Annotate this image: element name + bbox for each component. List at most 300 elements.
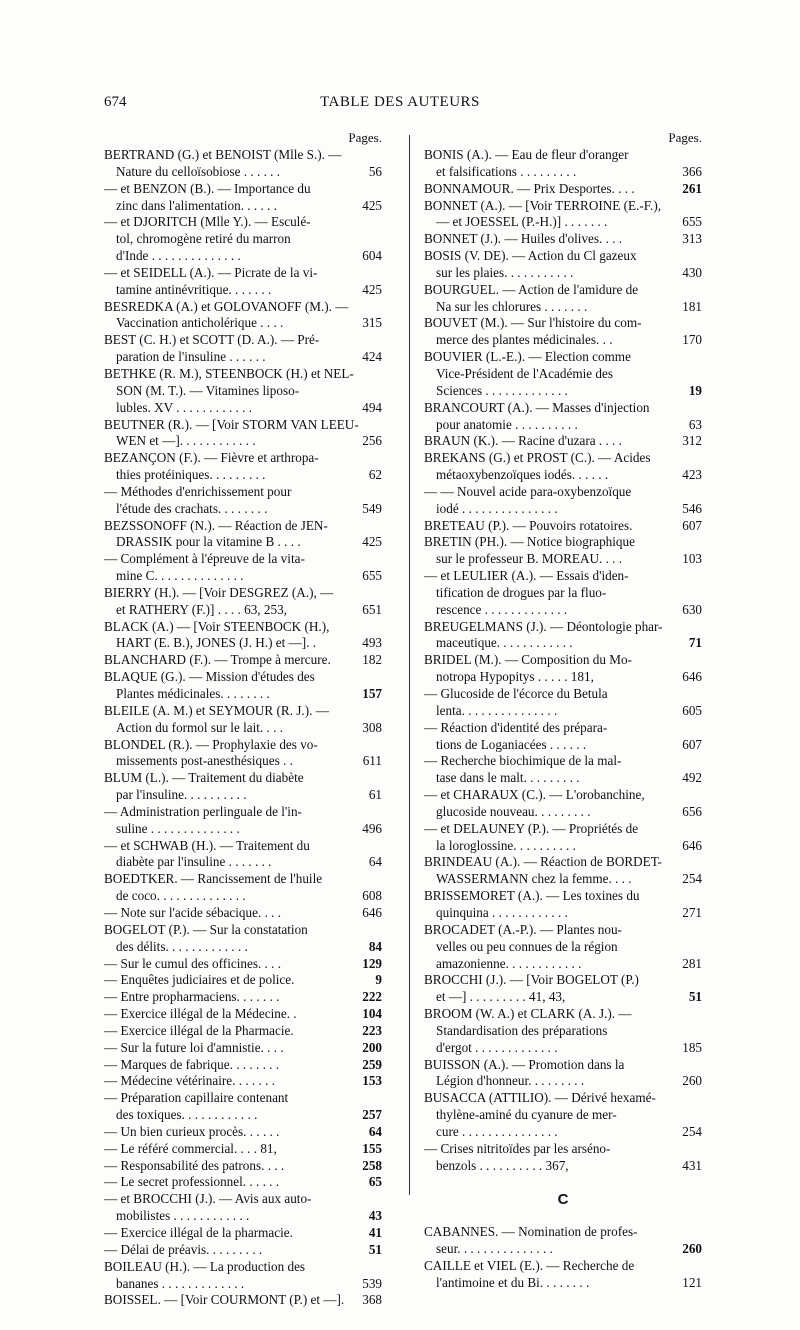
page-number: 674 — [104, 94, 127, 110]
index-line — [424, 568, 702, 585]
entry-text: tol, chromogène retiré du marron — [116, 231, 291, 247]
entry-text: BLACK (A.) — [Voir STEENBOCK (H.), — [104, 618, 330, 634]
page-ref: 425 — [362, 534, 382, 550]
page-ref: 546 — [682, 500, 702, 516]
index-line — [104, 1259, 382, 1276]
page-ref: 41 — [368, 1225, 382, 1240]
index-line — [424, 1073, 702, 1090]
entry-text: — Complément à l'épreuve de la vita- — [104, 551, 305, 567]
index-line — [424, 214, 702, 231]
index-line — [104, 1225, 382, 1242]
page-ref: 103 — [682, 551, 702, 567]
index-line — [424, 349, 702, 366]
page-ref: 254 — [682, 871, 702, 887]
entry-text: Vice-Président de l'Académie des — [436, 365, 613, 381]
index-line — [104, 1073, 382, 1090]
index-line — [104, 349, 382, 366]
right-column — [424, 130, 702, 1292]
page-ref: 84 — [368, 938, 382, 954]
page-ref: 494 — [362, 399, 382, 415]
left-column — [104, 130, 382, 1309]
page-ref: 607 — [682, 517, 702, 533]
entry-text: lubles. XV . . . . . . . . . . . . — [116, 399, 253, 415]
index-line — [424, 1040, 702, 1057]
entry-text: tase dans le malt. . . . . . . . . — [436, 770, 580, 786]
entry-text: maceutique. . . . . . . . . . . . — [436, 635, 573, 651]
page-ref: 608 — [362, 888, 382, 904]
page-ref: 222 — [362, 989, 382, 1005]
index-line — [104, 467, 382, 484]
index-line — [424, 821, 702, 838]
index-line — [104, 652, 382, 669]
entry-text: — Le référé commercial. . . . 81, — [104, 1140, 277, 1156]
index-line — [104, 568, 382, 585]
page-ref: 281 — [682, 955, 702, 971]
index-line — [104, 1006, 382, 1023]
entry-text: BRINDEAU (A.). — Réaction de BORDET- — [424, 854, 662, 870]
index-line — [104, 770, 382, 787]
index-line — [104, 248, 382, 265]
index-line — [104, 265, 382, 282]
entry-text: BIERRY (H.). — [Voir DESGREZ (A.), — — [104, 584, 334, 600]
column-divider — [409, 135, 410, 1195]
entry-text: et falsifications . . . . . . . . . — [436, 163, 577, 179]
entry-text: BROCADET (A.-P.). — Plantes nou- — [424, 921, 622, 937]
page-ref: 9 — [375, 972, 382, 988]
entry-text: — et BROCCHI (J.). — Avis aux auto- — [104, 1191, 312, 1207]
index-line — [424, 619, 702, 636]
page-ref: 368 — [362, 1292, 382, 1308]
index-line — [424, 669, 702, 686]
entry-text: — Enquêtes judiciaires et de police. — [104, 972, 295, 988]
page-ref: 153 — [362, 1073, 382, 1089]
index-line — [424, 888, 702, 905]
entry-text: Plantes médicinales. . . . . . . . — [116, 686, 270, 701]
entry-text: BEZANÇON (F.). — Fièvre et arthropa- — [104, 450, 319, 466]
entry-text: WEN et —]. . . . . . . . . . . . — [116, 433, 256, 449]
page-ref: 496 — [362, 820, 382, 836]
page-ref: 157 — [362, 686, 382, 701]
page-ref: 254 — [682, 1123, 702, 1139]
page-ref: 181 — [682, 298, 702, 314]
index-line — [104, 669, 382, 686]
entry-text: — Responsabilité des patrons. . . . — [104, 1157, 285, 1173]
entry-text: BRETIN (PH.). — Notice biographique — [424, 534, 635, 550]
index-line — [424, 652, 702, 669]
index-line — [424, 484, 702, 501]
page-ref: 259 — [362, 1056, 382, 1072]
page-ref: 607 — [682, 736, 702, 752]
entry-text: BRAUN (K.). — Racine d'uzara . . . . — [424, 433, 622, 449]
entry-text: des toxiques. . . . . . . . . . . . — [116, 1107, 258, 1123]
index-line — [424, 838, 702, 855]
pages-column-heading: Pages. — [348, 130, 382, 145]
index-line — [424, 332, 702, 349]
page-ref: 366 — [682, 163, 702, 179]
index-line — [104, 737, 382, 754]
index-line — [424, 854, 702, 871]
index-line — [424, 299, 702, 316]
index-line — [104, 501, 382, 518]
index-line — [104, 417, 382, 434]
index-line — [424, 905, 702, 922]
index-line — [424, 1224, 702, 1241]
entry-text: BONNAMOUR. — Prix Desportes. . . . — [424, 180, 635, 196]
page-ref: 313 — [682, 231, 702, 247]
entry-text: BUSACCA (ATTILIO). — Dérivé hexamé- — [424, 1090, 656, 1106]
entry-text: BOILEAU (H.). — La production des — [104, 1258, 306, 1274]
entry-text: — Recherche biochimique de la mal- — [424, 753, 622, 769]
index-line — [424, 282, 702, 299]
index-line — [104, 332, 382, 349]
index-line — [424, 1107, 702, 1124]
entry-text: seur. . . . . . . . . . . . . . . — [436, 1241, 553, 1257]
entry-text: DRASSIK pour la vitamine B . . . . — [116, 534, 301, 550]
entry-text: BLEILE (A. M.) et SEYMOUR (R. J.). — — [104, 702, 329, 718]
index-line — [104, 198, 382, 215]
index-line — [424, 198, 702, 215]
index-line — [104, 635, 382, 652]
entry-text: — et CHARAUX (C.). — L'orobanchine, — [424, 787, 645, 803]
index-line — [104, 518, 382, 535]
page-ref: 104 — [362, 1006, 382, 1022]
index-line — [424, 467, 702, 484]
entry-text: métaoxybenzoïques iodés. . . . . . — [436, 467, 609, 483]
entry-text: — Exercice illégal de la Pharmacie. — [104, 1022, 294, 1038]
entry-text: — Le secret professionnel. . . . . . — [104, 1174, 280, 1190]
index-line — [104, 939, 382, 956]
page-ref: 646 — [682, 669, 702, 685]
page-header — [104, 94, 696, 118]
index-line — [104, 1242, 382, 1259]
index-line — [104, 147, 382, 164]
index-line — [104, 1276, 382, 1293]
entry-text: BESREDKA (A.) et GOLOVANOFF (M.). — — [104, 298, 349, 314]
entry-text: merce des plantes médicinales. . . — [436, 332, 613, 348]
index-line — [424, 450, 702, 467]
entry-text: Nature du celloïsobiose . . . . . . — [116, 163, 281, 179]
index-line — [424, 181, 702, 198]
pages-column-heading: Pages. — [668, 130, 702, 145]
index-entries-right — [424, 147, 702, 1174]
index-line — [424, 1258, 702, 1275]
entry-text: BREKANS (G.) et PROST (C.). — Acides — [424, 450, 651, 466]
index-line — [104, 686, 382, 703]
entry-text: et RATHERY (F.)] . . . . 63, 253, — [116, 601, 287, 617]
page-ref: 63 — [688, 416, 702, 432]
entry-text: — et BENZON (B.). — Importance du — [104, 180, 311, 196]
index-line — [104, 1208, 382, 1225]
page-ref: 425 — [362, 281, 382, 297]
page-ref: 258 — [362, 1157, 382, 1173]
entry-text: CAILLE et VIEL (E.). — Recherche de — [424, 1258, 635, 1274]
entry-text: — — Nouvel acide para-oxybenzoïque — [424, 483, 632, 499]
entry-text: des délits. . . . . . . . . . . . . — [116, 938, 248, 954]
index-line — [424, 518, 702, 535]
page-ref: 261 — [682, 180, 702, 196]
entry-text: tamine antinévritique. . . . . . . — [116, 281, 272, 297]
index-line — [104, 989, 382, 1006]
entry-text: velles ou peu connues de la région — [436, 938, 618, 954]
index-line — [104, 972, 382, 989]
entry-text: — Exercice illégal de la Médecine. . — [104, 1006, 297, 1022]
index-line — [424, 804, 702, 821]
index-line — [104, 1040, 382, 1057]
entry-text: — Préparation capillaire contenant — [104, 1090, 289, 1106]
index-line — [424, 315, 702, 332]
index-line — [424, 972, 702, 989]
index-line — [424, 956, 702, 973]
page-ref: 312 — [682, 433, 702, 449]
entry-text: BROCCHI (J.). — [Voir BOGELOT (P.) — [424, 972, 639, 988]
index-line — [104, 1292, 382, 1309]
index-line — [104, 551, 382, 568]
entry-text: iodé . . . . . . . . . . . . . . . — [436, 500, 558, 516]
page-ref: 431 — [682, 1157, 702, 1173]
index-line — [424, 737, 702, 754]
entry-text: HART (E. B.), JONES (J. H.) et —]. . — [116, 635, 317, 651]
index-line — [424, 248, 702, 265]
index-line — [424, 753, 702, 770]
entry-text: BETHKE (R. M.), STEENBOCK (H.) et NEL- — [104, 365, 354, 381]
entry-text: — et JOESSEL (P.-H.)] . . . . . . . — [436, 214, 608, 230]
index-line — [424, 1124, 702, 1141]
page-ref: 64 — [368, 1123, 382, 1139]
page-ref: 605 — [682, 702, 702, 718]
entry-text: BROOM (W. A.) et CLARK (A. J.). — — [424, 1006, 632, 1022]
entry-text: BONNET (A.). — [Voir TERROINE (E.-F.), — [424, 197, 662, 213]
entry-text: lenta. . . . . . . . . . . . . . . — [436, 702, 558, 718]
page-ref: 611 — [362, 753, 382, 769]
page-ref: 71 — [688, 635, 702, 651]
entry-text: CABANNES. — Nomination de profes- — [424, 1224, 638, 1240]
index-line — [104, 602, 382, 619]
page-ref: 223 — [362, 1022, 382, 1038]
entry-text: de coco. . . . . . . . . . . . . . — [116, 888, 246, 904]
entry-text: BONNET (J.). — Huiles d'olives. . . . — [424, 231, 623, 247]
index-line — [104, 214, 382, 231]
page-ref: 260 — [682, 1073, 702, 1089]
entry-text: — Délai de préavis. . . . . . . . . — [104, 1241, 263, 1257]
entry-text: thylène-aminé du cyanure de mer- — [436, 1107, 617, 1123]
entry-text: tions de Loganiacées . . . . . . — [436, 736, 587, 752]
entry-text: — Médecine vétérinaire. . . . . . . — [104, 1073, 276, 1089]
page-ref: 51 — [688, 989, 702, 1005]
index-line — [104, 1124, 382, 1141]
page-ref: 630 — [682, 601, 702, 617]
entry-text: — Glucoside de l'écorce du Betula — [424, 686, 608, 701]
index-line — [424, 1006, 702, 1023]
page-ref: 56 — [368, 163, 382, 179]
entry-text: — Sur la future loi d'amnistie. . . . — [104, 1039, 284, 1055]
page-ref: 315 — [362, 315, 382, 331]
entry-text: BERTRAND (G.) et BENOIST (Mlle S.). — — [104, 147, 342, 162]
index-line — [104, 720, 382, 737]
entry-text: paration de l'insuline . . . . . . — [116, 349, 266, 365]
index-line — [424, 501, 702, 518]
entry-text: BLONDEL (R.). — Prophylaxie des vo- — [104, 736, 318, 752]
entry-text: — Entre propharmaciens. . . . . . . — [104, 989, 280, 1005]
index-line — [104, 450, 382, 467]
entry-text: BOISSEL. — [Voir COURMONT (P.) et —]. — [104, 1292, 345, 1308]
page-ref: 43 — [368, 1208, 382, 1224]
entry-text: SON (M. T.). — Vitamines liposo- — [116, 382, 300, 398]
page-ref: 155 — [362, 1140, 382, 1156]
entry-text: — Administration perlinguale de l'in- — [104, 803, 302, 819]
entry-text: WASSERMANN chez la femme. . . . — [436, 871, 632, 887]
entry-text: BLANCHARD (F.). — Trompe à mercure. — [104, 652, 331, 668]
page-ref: 19 — [688, 382, 702, 398]
entry-text: — et SCHWAB (H.). — Traitement du — [104, 837, 310, 853]
page-ref: 308 — [362, 719, 382, 735]
entry-text: zinc dans l'alimentation. . . . . . — [116, 197, 277, 213]
index-line — [104, 1023, 382, 1040]
entry-text: BRETEAU (P.). — Pouvoirs rotatoires. — [424, 517, 633, 533]
index-line — [104, 1158, 382, 1175]
index-line — [104, 1107, 382, 1124]
entry-text: — Note sur l'acide sébacique. . . . — [104, 904, 282, 920]
entry-text: Légion d'honneur. . . . . . . . . — [436, 1073, 585, 1089]
entry-text: BOSIS (V. DE). — Action du Cl gazeux — [424, 248, 637, 264]
page-ref: 51 — [368, 1241, 382, 1257]
entry-text: BRISSEMORET (A.). — Les toxines du — [424, 888, 640, 904]
index-line — [104, 854, 382, 871]
entry-text: l'antimoine et du Bi. . . . . . . . — [436, 1275, 590, 1290]
index-line — [424, 720, 702, 737]
index-line — [424, 1057, 702, 1074]
entry-text: — Méthodes d'enrichissement pour — [104, 483, 292, 499]
index-line — [104, 534, 382, 551]
entry-text: BRANCOURT (A.). — Masses d'injection — [424, 399, 650, 415]
index-line — [424, 922, 702, 939]
page-ref: 129 — [362, 955, 382, 971]
entry-text: mine C. . . . . . . . . . . . . . — [116, 568, 244, 584]
page-ref: 646 — [682, 837, 702, 853]
entry-text: rescence . . . . . . . . . . . . . — [436, 601, 568, 617]
entry-text: cure . . . . . . . . . . . . . . . — [436, 1123, 558, 1139]
index-line — [104, 1141, 382, 1158]
index-line — [424, 1241, 702, 1258]
index-line — [424, 585, 702, 602]
page-ref: 425 — [362, 197, 382, 213]
entry-text: BOUVET (M.). — Sur l'histoire du com- — [424, 315, 642, 331]
index-line — [104, 383, 382, 400]
page-ref: 65 — [368, 1174, 382, 1190]
page-ref: 256 — [362, 433, 382, 449]
page-ref: 492 — [682, 770, 702, 786]
page-ref: 549 — [362, 500, 382, 516]
entry-text: missements post-anesthésiques . . — [116, 753, 293, 769]
entry-text: BOGELOT (P.). — Sur la constatation — [104, 921, 308, 937]
entry-text: diabète par l'insuline . . . . . . . — [116, 854, 272, 870]
index-line — [104, 433, 382, 450]
index-line — [104, 1174, 382, 1191]
index-line — [424, 1023, 702, 1040]
page-ref: 121 — [682, 1275, 702, 1290]
entry-text: thies protéiniques. . . . . . . . . — [116, 467, 266, 483]
entry-text: tification de drogues par la fluo- — [436, 584, 607, 600]
entry-text: — Sur le cumul des officines. . . . — [104, 955, 282, 971]
entry-text: — Exercice illégal de la pharmacie. — [104, 1225, 293, 1240]
page-ref: 655 — [362, 568, 382, 584]
index-line — [104, 888, 382, 905]
entry-text: pour anatomie . . . . . . . . . . — [436, 416, 578, 432]
entry-text: bananes . . . . . . . . . . . . . — [116, 1275, 245, 1291]
page-ref: 655 — [682, 214, 702, 230]
entry-text: d'ergot . . . . . . . . . . . . . — [436, 1039, 558, 1055]
index-line — [424, 1141, 702, 1158]
index-line — [104, 922, 382, 939]
index-line — [424, 686, 702, 703]
index-line — [104, 231, 382, 248]
index-line — [104, 282, 382, 299]
index-line — [424, 1090, 702, 1107]
entry-text: — et SEIDELL (A.). — Picrate de la vi- — [104, 264, 318, 280]
index-line — [104, 1090, 382, 1107]
entry-text: BRIDEL (M.). — Composition du Mo- — [424, 652, 632, 668]
index-line — [104, 1057, 382, 1074]
entry-text: sur le professeur B. MOREAU. . . . — [436, 551, 623, 567]
page-ref: 646 — [362, 904, 382, 920]
index-entries-left — [104, 147, 382, 1309]
entry-text: — et DJORITCH (Mlle Y.). — Esculé- — [104, 214, 311, 230]
entry-text: d'Inde . . . . . . . . . . . . . . — [116, 248, 241, 264]
entry-text: BOEDTKER. — Rancissement de l'huile — [104, 871, 323, 887]
entry-text: Standardisation des préparations — [436, 1022, 608, 1038]
entry-text: BEUTNER (R.). — [Voir STORM VAN LEEU- — [104, 416, 359, 432]
index-line — [104, 787, 382, 804]
index-line — [424, 871, 702, 888]
index-line — [424, 366, 702, 383]
entry-text: et —] . . . . . . . . . 41, 43, — [436, 989, 566, 1005]
index-line — [424, 1158, 702, 1175]
entry-text: BEST (C. H.) et SCOTT (D. A.). — Pré- — [104, 332, 320, 348]
index-line — [424, 787, 702, 804]
page-ref: 185 — [682, 1039, 702, 1055]
entry-text: suline . . . . . . . . . . . . . . — [116, 820, 240, 836]
index-line — [104, 1191, 382, 1208]
index-line — [104, 585, 382, 602]
index-line — [104, 164, 382, 181]
entry-text: BONIS (A.). — Eau de fleur d'oranger — [424, 147, 629, 162]
entry-text: Vaccination anticholérique . . . . — [116, 315, 284, 331]
entry-text: BLAQUE (G.). — Mission d'études des — [104, 669, 315, 685]
entry-text: glucoside nouveau. . . . . . . . . — [436, 803, 591, 819]
index-line — [424, 602, 702, 619]
index-line — [104, 619, 382, 636]
entry-text: sur les plaies. . . . . . . . . . . — [436, 264, 574, 280]
entry-text: quinquina . . . . . . . . . . . . — [436, 904, 568, 920]
entry-text: amazonienne. . . . . . . . . . . . — [436, 955, 582, 971]
index-line — [104, 905, 382, 922]
index-line — [424, 1275, 702, 1292]
entry-text: BLUM (L.). — Traitement du diabète — [104, 770, 304, 786]
index-line — [424, 147, 702, 164]
index-line — [104, 181, 382, 198]
entry-text: BUISSON (A.). — Promotion dans la — [424, 1056, 625, 1072]
page-ref: 493 — [362, 635, 382, 651]
index-line — [424, 417, 702, 434]
index-line — [104, 315, 382, 332]
page-ref: 430 — [682, 264, 702, 280]
entry-text: — Réaction d'identité des prépara- — [424, 719, 608, 735]
entry-text: — Crises nitritoïdes par les arséno- — [424, 1140, 611, 1156]
index-line — [424, 989, 702, 1006]
entry-text: l'étude des crachats. . . . . . . . — [116, 500, 268, 516]
index-line — [424, 635, 702, 652]
index-line — [104, 366, 382, 383]
page-ref: 271 — [682, 904, 702, 920]
